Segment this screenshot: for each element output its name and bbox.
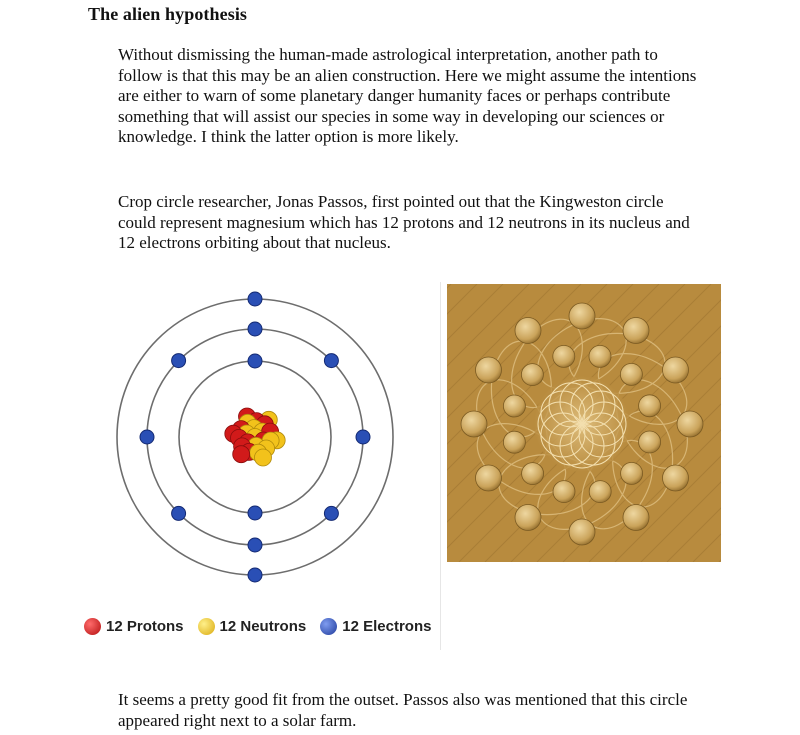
electron-sphere [172, 354, 186, 368]
crop-disc [503, 431, 525, 453]
crop-disc [503, 395, 525, 417]
crop-disc [515, 505, 541, 531]
crop-disc [589, 345, 611, 367]
crop-disc [677, 411, 703, 437]
crop-disc [476, 357, 502, 383]
legend-neutrons [198, 618, 307, 635]
crop-disc [476, 465, 502, 491]
electron-sphere [248, 292, 262, 306]
paragraph-conclusion: It seems a pretty good fit from the outset. Passos also was mentioned that this circle appeared right next to a solar farm. [118, 690, 688, 730]
electron-dot-icon [320, 618, 337, 635]
atom-model [70, 282, 440, 612]
electron-sphere [356, 430, 370, 444]
crop-disc [623, 505, 649, 531]
electron-sphere [248, 354, 262, 368]
legend-protons [84, 618, 184, 635]
crop-disc [620, 363, 642, 385]
atom-legend [84, 618, 445, 635]
electron-sphere [324, 506, 338, 520]
crop-disc [663, 357, 689, 383]
magnesium-atom-diagram [70, 282, 440, 650]
electron-sphere [248, 322, 262, 336]
paragraph-passos: Crop circle researcher, Jonas Passos, first pointed out that the Kingweston circle could represent magnesium which has 12 protons and 12 neutrons in its nucleus and 12 electrons orbiting about that nucleus. [118, 192, 690, 252]
electron-sphere [140, 430, 154, 444]
crop-disc [569, 303, 595, 329]
paragraph-intro: Without dismissing the human-made astrological interpretation, another path to follow is that this may be an alien construction. Here we might assume the intentions are either to warn of some planetary danger humanity faces or perhaps contribute something that will assist our species in some way in developing our sciences or knowledge. I think the latter option is more likely. [118, 45, 697, 146]
crop-disc [623, 318, 649, 344]
electron-sphere [248, 506, 262, 520]
electron-sphere [248, 538, 262, 552]
electron-sphere [324, 354, 338, 368]
crop-disc [461, 411, 487, 437]
legend-neutrons-label: 12 Neutrons [219, 618, 307, 635]
crop-disc [621, 462, 643, 484]
legend-electrons [320, 618, 431, 635]
crop-disc [522, 463, 544, 485]
crop-disc [569, 519, 595, 545]
crop-disc [553, 481, 575, 503]
crop-disc [553, 345, 575, 367]
figure-divider [440, 282, 441, 650]
crop-circle-image [447, 284, 721, 562]
neutron-dot-icon [198, 618, 215, 635]
crop-disc [521, 364, 543, 386]
proton-dot-icon [84, 618, 101, 635]
electron-sphere [248, 568, 262, 582]
crop-disc [589, 481, 611, 503]
neutron-sphere [255, 449, 272, 466]
electron-sphere [172, 506, 186, 520]
crop-disc [663, 465, 689, 491]
legend-protons-label: 12 Protons [106, 618, 184, 635]
section-heading: The alien hypothesis [88, 4, 248, 24]
nucleus [225, 408, 285, 466]
crop-disc [515, 318, 541, 344]
crop-disc [639, 431, 661, 453]
crop-disc [639, 395, 661, 417]
kingweston-crop-circle-photo [447, 284, 721, 562]
legend-electrons-label: 12 Electrons [342, 618, 432, 635]
proton-sphere [233, 446, 250, 463]
